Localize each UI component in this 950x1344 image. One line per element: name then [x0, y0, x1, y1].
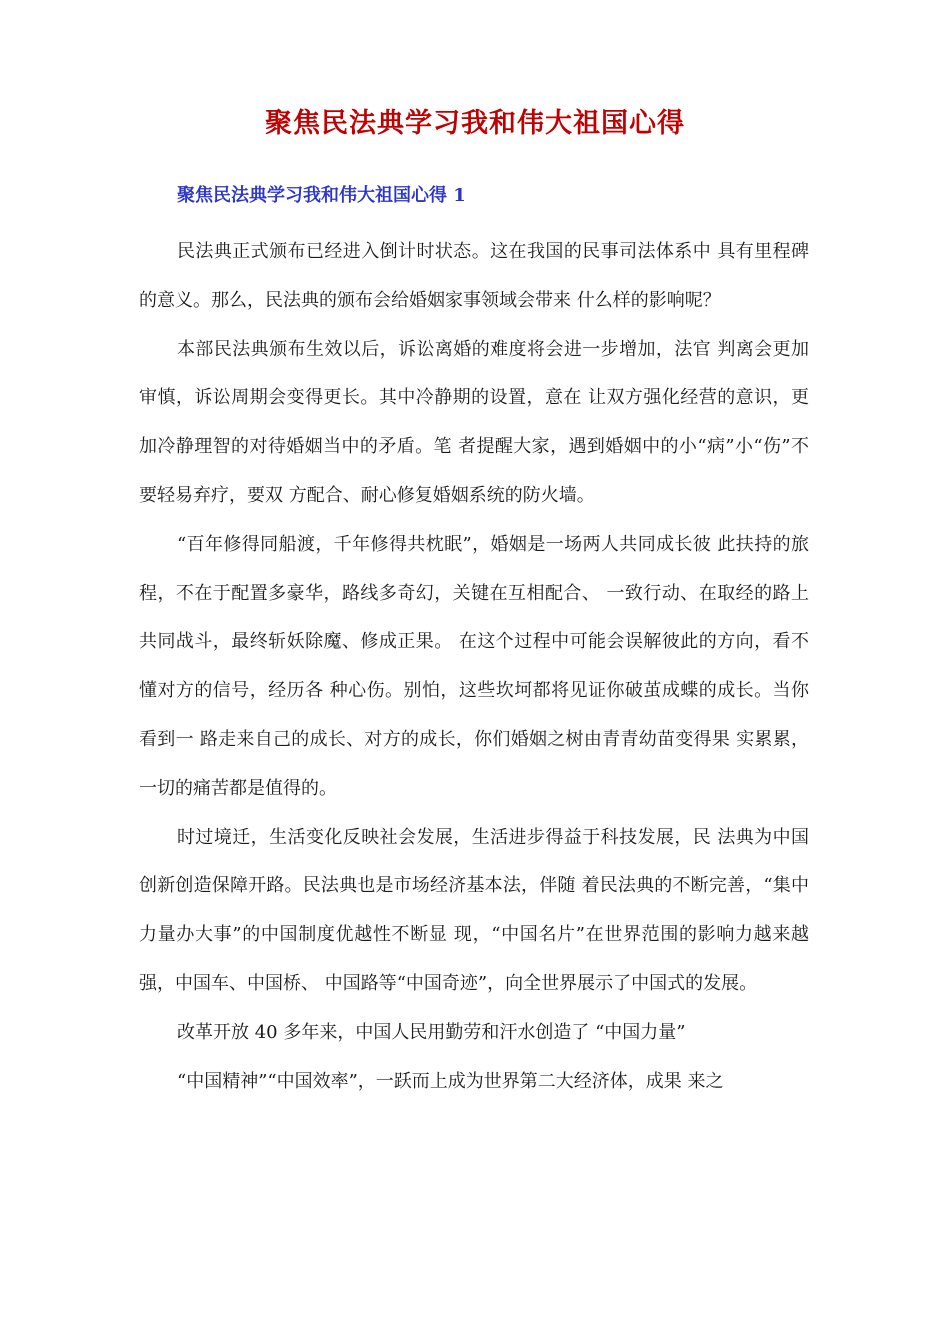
paragraph-4: 时过境迁，生活变化反映社会发展，生活进步得益于科技发展，民 法典为中国创新创造保障开路。民法典也是市场经济基本法，伴随 着民法典的不断完善，“集中力量办大事”的中国制度优越性不断显 现，“中国名片”在世界范围的影响力越来越强，中国车、中国桥、 中国路等“中国奇迹”，向全世界展示了中国式的发展。	[139, 826, 809, 994]
section-heading: 聚焦民法典学习我和伟大祖国心得 1	[177, 185, 466, 206]
document-body	[139, 228, 809, 1106]
paragraph-3: “百年修得同船渡，千年修得共枕眠”，婚姻是一场两人共同成长彼 此扶持的旅程，不在于配置多豪华，路线多奇幻，关键在互相配合、 一致行动、在取经的路上共同战斗，最终斩妖除魔、修成正果。 在这个过程中可能会误解彼此的方向，看不懂对方的信号，经历各 种心伤。别怕，这些坎坷都将见证你破茧成蝶的成长。当你看到一 路走来自己的成长、对方的成长，你们婚姻之树由青青幼苗变得果 实累累，一切的痛苦都是值得的。	[139, 533, 809, 799]
paragraph-2: 本部民法典颁布生效以后，诉讼离婚的难度将会进一步增加，法官 判离会更加审慎，诉讼周期会变得更长。其中冷静期的设置，意在 让双方强化经营的意识，更加冷静理智的对待婚姻当中的矛盾。笔 者提醒大家，遇到婚姻中的小“病”小“伤”不要轻易弃疗，要双 方配合、耐心修复婚姻系统的防火墙。	[139, 338, 809, 506]
paragraph-1: 民法典正式颁布已经进入倒计时状态。这在我国的民事司法体系中 具有里程碑的意义。那么，民法典的颁布会给婚姻家事领域会带来 什么样的影响呢？	[139, 241, 809, 311]
paragraph-5: 改革开放 40 多年来，中国人民用勤劳和汗水创造了 “中国力量”	[177, 1021, 686, 1043]
document-title: 聚焦民法典学习我和伟大祖国心得	[265, 108, 685, 139]
paragraph-6: “中国精神”“中国效率”，一跃而上成为世界第二大经济体，成果 来之	[177, 1070, 724, 1092]
